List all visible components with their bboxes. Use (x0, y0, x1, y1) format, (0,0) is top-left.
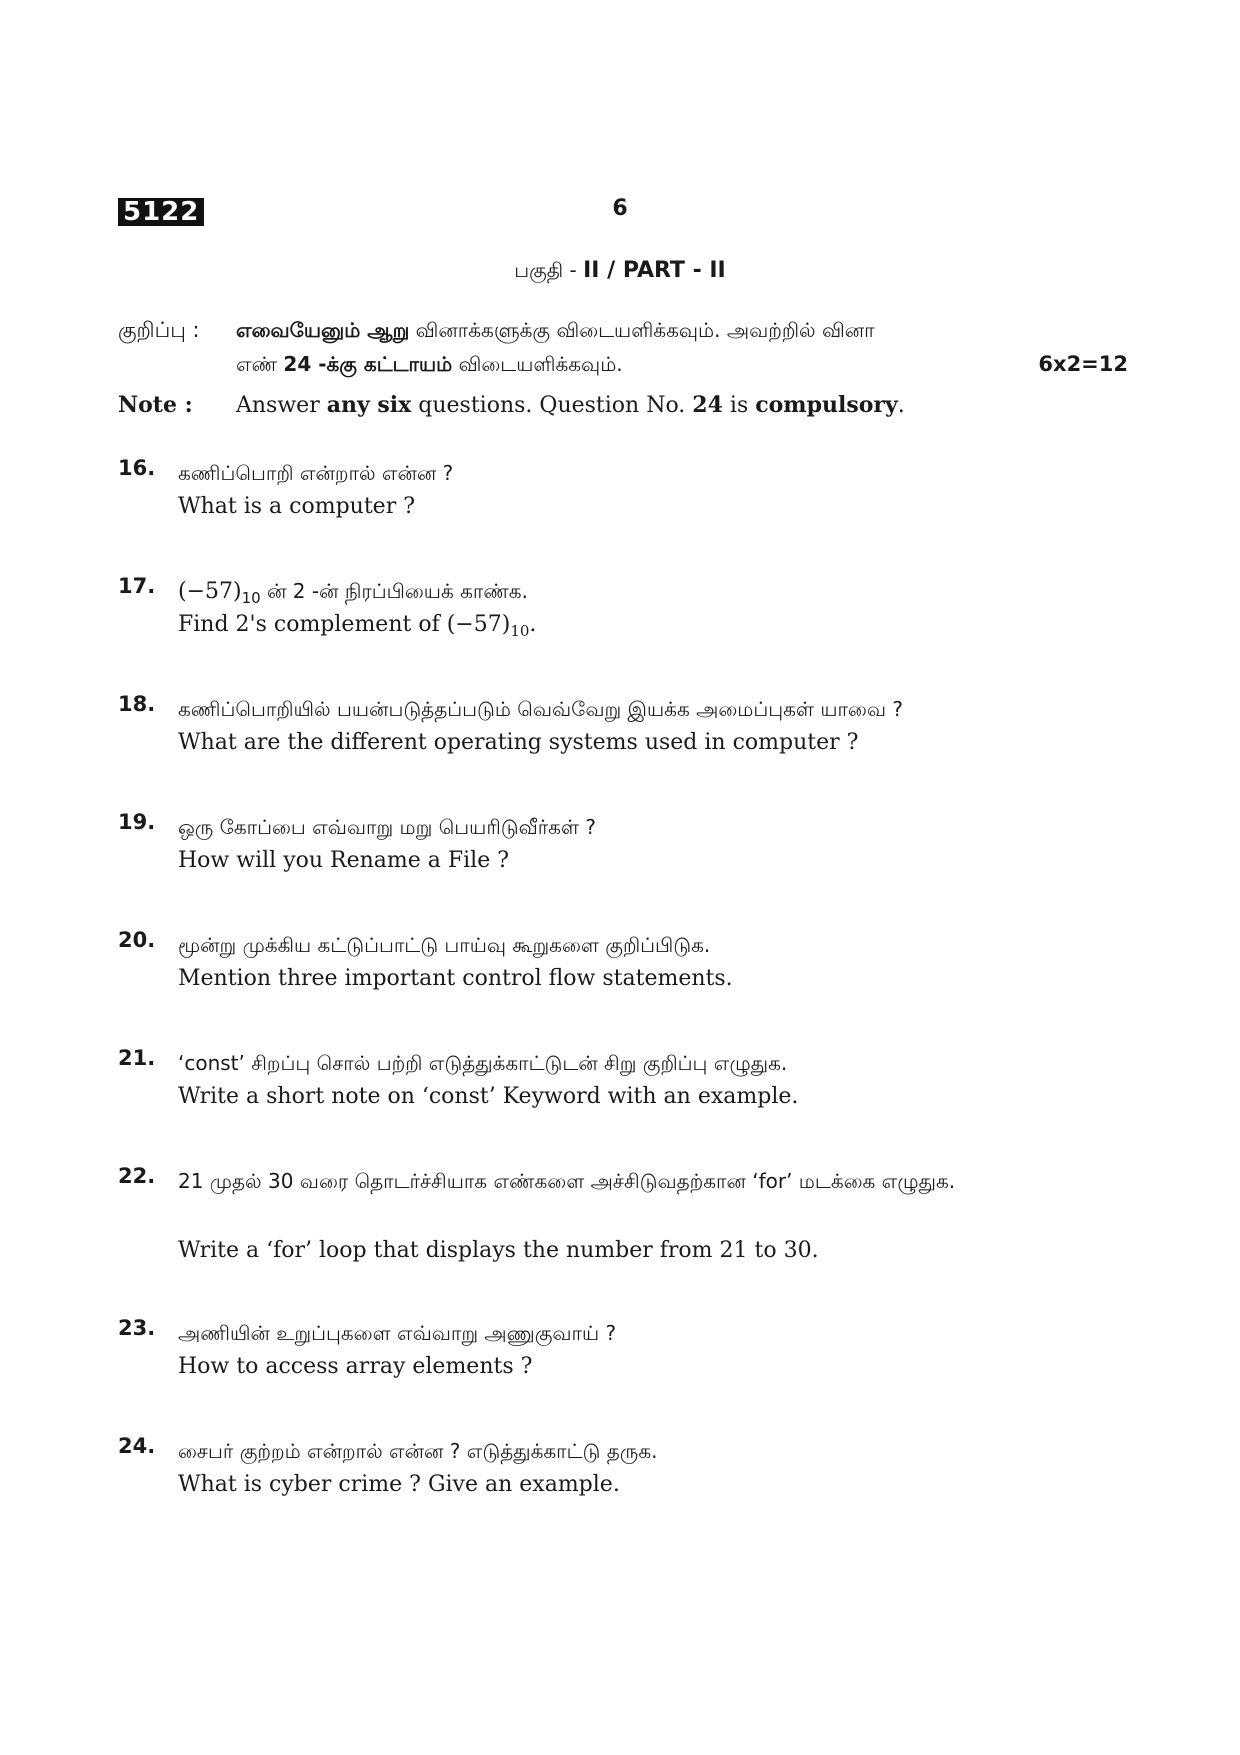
question-number: 16. (118, 456, 156, 480)
english-note (118, 392, 1128, 422)
tamil-expression: (−57) (178, 579, 242, 604)
note-compulsory: compulsory (755, 392, 898, 418)
question-number: 17. (118, 574, 156, 598)
question-tamil: ஒரு கோப்பை எவ்வாறு மறு பெயரிடுவீர்கள் ? (178, 815, 596, 839)
part-heading (0, 258, 1240, 285)
question-english: What is cyber crime ? Give an example. (178, 1472, 620, 1497)
question-number: 20. (118, 928, 156, 952)
tamil-any-six: எவையேனும் ஆறு (236, 318, 410, 342)
tamil-expression-base: 10 (241, 589, 261, 607)
tamil-compulsory: 24 -க்கு கட்டாயம் (283, 352, 453, 376)
question-english: How will you Rename a File ? (178, 848, 510, 873)
question-tamil: ‘const’ சிறப்பு சொல் பற்றி எடுத்துக்காட்டுடன் சிறு குறிப்பு எழுதுக. (178, 1051, 788, 1075)
english-note-text (236, 392, 905, 418)
question-tamil: சைபர் குற்றம் என்றால் என்ன ? எடுத்துக்காட்டு தருக. (178, 1439, 658, 1463)
question-tamil: கணிப்பொறியில் பயன்படுத்தப்படும் வெவ்வேறு இயக்க அமைப்புகள் யாவை ? (178, 697, 903, 721)
question-tamil: கணிப்பொறி என்றால் என்ன ? (178, 461, 454, 485)
question-english: How to access array elements ? (178, 1354, 533, 1379)
note-text-a: Answer (236, 393, 327, 418)
english-expression-base: 10 (510, 622, 530, 640)
tamil-instructions (118, 318, 1128, 378)
tamil-instruction-text-1: வினாக்களுக்கு விடையளிக்கவும். அவற்றில் வினா (409, 318, 875, 342)
tamil-question-text: ன் 2 -ன் நிரப்பியைக் காண்க. (260, 579, 528, 603)
tamil-note-label: குறிப்பு : (118, 318, 200, 342)
tamil-instruction-text-2: விடையளிக்கவும். (452, 352, 623, 376)
marks-allocation: 6x2=12 (1038, 352, 1128, 376)
tamil-instruction-line-1 (236, 318, 875, 345)
question-english: What are the different operating systems used in computer ? (178, 730, 859, 755)
question-number: 19. (118, 810, 156, 834)
note-text-d: . (897, 393, 905, 418)
note-label: Note : (118, 392, 193, 418)
page-number: 6 (612, 196, 628, 221)
note-text-c: is (722, 393, 756, 418)
question-number: 23. (118, 1316, 156, 1340)
question-number: 18. (118, 692, 156, 716)
question-english: Mention three important control flow statements. (178, 966, 733, 991)
tamil-instruction-line-2 (236, 352, 623, 379)
question-number: 22. (118, 1164, 156, 1188)
question-english: What is a computer ? (178, 494, 416, 519)
note-question-number: 24 (692, 392, 723, 418)
question-number: 24. (118, 1434, 156, 1458)
question-tamil: 21 முதல் 30 வரை தொடர்ச்சியாக எண்களை அச்சிடுவதற்கான ‘for’ மடக்கை எழுதுக. (178, 1169, 956, 1193)
question-tamil: அணியின் உறுப்புகளை எவ்வாறு அணுகுவாய் ? (178, 1321, 617, 1345)
question-english: Write a ‘for’ loop that displays the number from 21 to 30. (178, 1238, 819, 1263)
question-tamil (178, 574, 1128, 615)
question-english: Write a short note on ‘const’ Keyword with an example. (178, 1084, 799, 1109)
note-any-six: any six (326, 392, 412, 418)
english-question-text: Find 2's complement of (−57) (178, 612, 511, 637)
note-text-b: questions. Question No. (411, 393, 693, 418)
english-question-end: . (529, 612, 537, 637)
question-tamil: மூன்று முக்கிய கட்டுப்பாட்டு பாய்வு கூறுகளை குறிப்பிடுக. (178, 933, 711, 957)
tamil-instruction-prefix: எண் (236, 352, 284, 376)
question-english (178, 612, 1128, 640)
part-heading-tamil: பகுதி - (514, 258, 584, 282)
question-number: 21. (118, 1046, 156, 1070)
paper-code-badge: 5122 (118, 198, 204, 226)
part-heading-roman: II / PART - II (583, 258, 726, 283)
